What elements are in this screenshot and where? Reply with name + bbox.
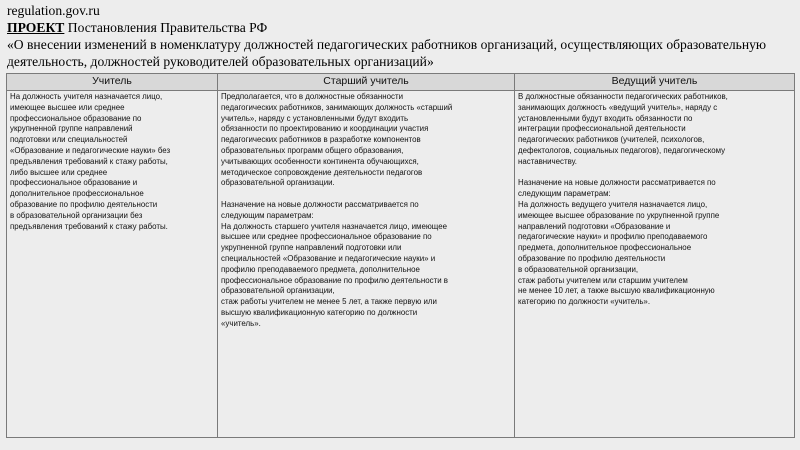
table-header-row (7, 74, 795, 91)
site-url: regulation.gov.ru (7, 3, 100, 18)
column-header-leading-teacher: Ведущий учитель (515, 74, 795, 91)
cell-teacher (7, 91, 218, 438)
senior-teacher-requirements: Назначение на новые должности рассматривается по следующим параметрам: На должность старшего учителя назначается лицо, имеющее высшее или среднее профессиональное образование по укрупненной группе направлений подготовки или специальностей «Образование и педагогические науки» и профилю преподаваемого предмета, дополнительное профессиональное образование по профилю деятельности в образовательной организации, стаж работы учителем не менее 5 лет, а также первую или высшую квалификационную категорию по должности «учитель». (221, 199, 449, 328)
project-label: ПРОЕКТ (7, 20, 65, 35)
leading-teacher-requirements: Назначение на новые должности рассматривается по следующим параметрам: На должность ведущего учителя назначается лицо, имеющее высшее образование по укрупненной группе направлений подготовки «Образование и педагогические науки» и профилю преподаваемого предмета, дополнительное профессиональное образование по профилю деятельности в образовательной организации, стаж работы учителем или старшим учителем не менее 10 лет, а также высшую квалификационную категорию по должности «учитель». (518, 178, 720, 307)
document-title: «О внесении изменений в номенклатуру должностей педагогических работников организаций, осуществляющих образовательную деятельность, должностей руководителей образовательных организаций» (7, 37, 767, 69)
senior-teacher-duties: Предполагается, что в должностные обязанности педагогических работников, занимающих должность «старший учитель», наряду с установленными будут входить обязанности по проектированию и координации участия педагогических работников в разработке компонентов образовательных программ общего образования, учитывающих особенности континента обучающихся, методическое сопровождение деятельности педагогов образовательной организации. (221, 92, 453, 188)
positions-table (6, 73, 795, 438)
teacher-requirements: На должность учителя назначается лицо, имеющее высшее или среднее профессиональное образование по укрупненной группе направлений подготовки или специальностей «Образование и педагогические науки» без предъявления требований к стажу работы, либо высшее или среднее профессиональное образование и дополнительное профессиональное образование по профилю деятельности в образовательной организации без предъявления требований к стажу работы. (10, 92, 171, 231)
cell-leading-teacher (515, 91, 795, 438)
column-header-teacher: Учитель (7, 74, 218, 91)
project-line (7, 19, 794, 36)
document-header (7, 2, 794, 70)
column-header-senior-teacher: Старший учитель (218, 74, 515, 91)
table-row (7, 91, 795, 438)
project-type: Постановления Правительства РФ (64, 20, 268, 35)
leading-teacher-duties: В должностные обязанности педагогических работников, занимающих должность «ведущий учитель», наряду с установленными будут входить обязанности по интеграции профессиональной деятельности педагогических работников (учителей, психологов, дефектологов, социальных педагогов), педагогическому наставничеству. (518, 92, 728, 166)
cell-senior-teacher (218, 91, 515, 438)
